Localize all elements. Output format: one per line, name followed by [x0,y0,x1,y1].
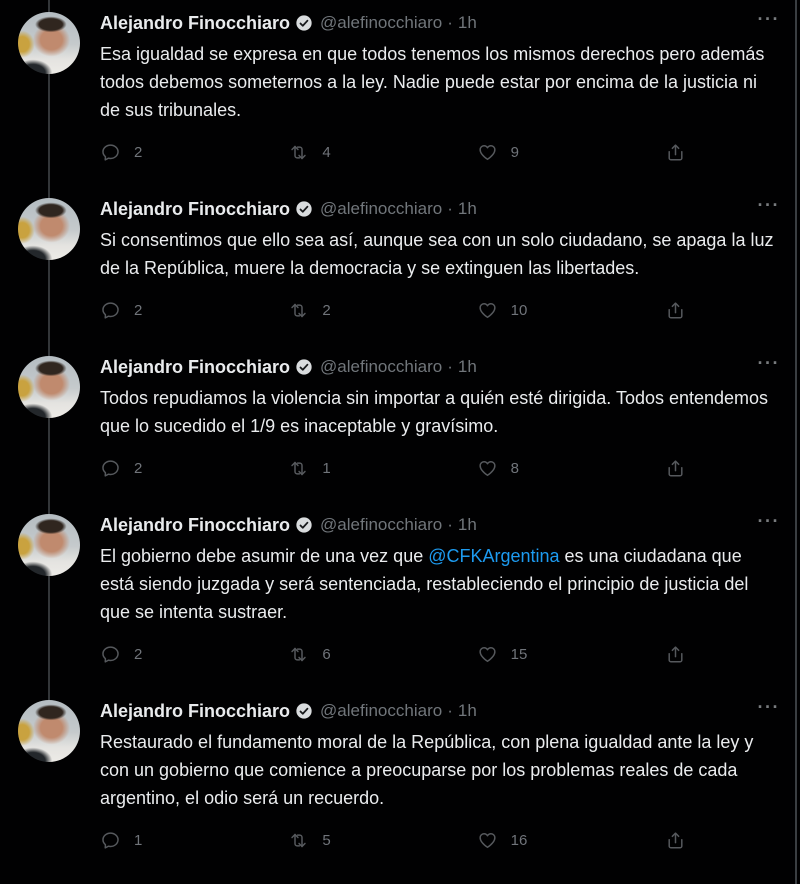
retweet-button[interactable] [288,142,476,163]
heart-icon [477,142,498,163]
verified-badge-icon [295,200,313,218]
tweet-text: Si consentimos que ello sea así, aunque sea con un solo ciudadano, se apaga la luz de la República, muere la democracia y se extinguen las libertades. [100,230,779,278]
like-count: 16 [510,831,528,849]
separator-dot: · [447,515,453,534]
tweet-text-segment: es una ciudadana que está siendo juzgada y será sentenciada, restableciendo el principio de justicia del que se intenta sustraer. [100,546,754,622]
display-name[interactable]: Alejandro Finocchiaro [100,514,291,535]
retweet-button[interactable] [288,458,476,479]
separator-dot: · [447,357,453,376]
tweet-text: Todos repudiamos la violencia sin importar a quién esté dirigida. Todos entendemos que lo sucedido el 1/9 es inaceptable y gravísimo. [100,388,774,436]
timestamp[interactable]: 1h [457,701,477,720]
user-handle[interactable]: @alefinocchiaro [320,13,443,32]
like-count: 15 [510,645,528,663]
tweet-header [100,354,780,380]
separator-dot: · [447,701,453,720]
retweet-count: 1 [322,459,331,477]
reply-count: 2 [134,143,143,161]
like-count: 10 [510,301,528,319]
more-button[interactable]: ··· [757,511,780,531]
reply-icon [100,458,121,479]
tweet[interactable] [0,502,800,688]
tweet[interactable] [0,0,800,186]
retweet-icon [288,458,309,479]
avatar[interactable] [18,514,80,576]
share-button[interactable] [665,644,686,665]
share-icon [665,644,686,665]
retweet-count: 5 [322,831,331,849]
tweet[interactable] [0,344,800,502]
reply-count: 2 [134,459,143,477]
tweet-actions [100,820,686,860]
retweet-button[interactable] [288,300,476,321]
tweet-header [100,196,780,222]
tweet-actions [100,634,686,674]
avatar[interactable] [18,12,80,74]
reply-count: 2 [134,301,143,319]
retweet-button[interactable] [288,644,476,665]
timestamp[interactable]: 1h [457,357,477,376]
mention-link[interactable]: @CFKArgentina [428,546,560,566]
user-handle[interactable]: @alefinocchiaro [320,515,443,534]
retweet-count: 6 [322,645,331,663]
verified-badge-icon [295,702,313,720]
heart-icon [477,458,498,479]
share-icon [665,830,686,851]
avatar[interactable] [18,700,80,762]
reply-button[interactable] [100,644,288,665]
display-name[interactable]: Alejandro Finocchiaro [100,12,291,33]
reply-count: 1 [134,831,143,849]
more-button[interactable]: ··· [757,697,780,717]
timestamp[interactable]: 1h [457,13,477,32]
reply-icon [100,142,121,163]
reply-icon [100,644,121,665]
tweet-header [100,698,780,724]
display-name[interactable]: Alejandro Finocchiaro [100,356,291,377]
share-icon [665,458,686,479]
separator-dot: · [447,199,453,218]
tweet-text [100,542,780,626]
like-button[interactable] [477,300,665,321]
user-handle[interactable]: @alefinocchiaro [320,357,443,376]
avatar[interactable] [18,198,80,260]
share-button[interactable] [665,300,686,321]
avatar[interactable] [18,356,80,418]
share-button[interactable] [665,830,686,851]
tweet-actions [100,290,686,330]
share-icon [665,300,686,321]
display-name[interactable]: Alejandro Finocchiaro [100,700,291,721]
like-count: 8 [510,459,519,477]
user-handle[interactable]: @alefinocchiaro [320,199,443,218]
verified-badge-icon [295,516,313,534]
tweet-header [100,10,780,36]
tweet-actions [100,448,686,488]
like-button[interactable] [477,644,665,665]
timestamp[interactable]: 1h [457,199,477,218]
reply-button[interactable] [100,300,288,321]
timestamp[interactable]: 1h [457,515,477,534]
retweet-button[interactable] [288,830,476,851]
retweet-icon [288,830,309,851]
retweet-icon [288,142,309,163]
tweet[interactable] [0,688,800,874]
verified-badge-icon [295,14,313,32]
reply-button[interactable] [100,142,288,163]
tweet[interactable] [0,186,800,344]
share-icon [665,142,686,163]
more-button[interactable]: ··· [757,9,780,29]
tweet-actions [100,132,686,172]
retweet-count: 2 [322,301,331,319]
tweet-text: Esa igualdad se expresa en que todos tenemos los mismos derechos pero además todos debemos someternos a la ley. Nadie puede estar por encima de la justicia ni de sus tribunales. [100,44,770,120]
user-handle[interactable]: @alefinocchiaro [320,701,443,720]
verified-badge-icon [295,358,313,376]
scrollbar[interactable] [795,0,797,884]
like-button[interactable] [477,830,665,851]
reply-button[interactable] [100,830,288,851]
share-button[interactable] [665,142,686,163]
retweet-count: 4 [322,143,331,161]
retweet-icon [288,644,309,665]
heart-icon [477,830,498,851]
heart-icon [477,644,498,665]
heart-icon [477,300,498,321]
separator-dot: · [447,13,453,32]
reply-icon [100,300,121,321]
reply-count: 2 [134,645,143,663]
tweet-header [100,512,780,538]
retweet-icon [288,300,309,321]
reply-button[interactable] [100,458,288,479]
more-button[interactable]: ··· [757,353,780,373]
like-button[interactable] [477,142,665,163]
share-button[interactable] [665,458,686,479]
more-button[interactable]: ··· [757,195,780,215]
like-count: 9 [510,143,519,161]
tweet-text: Restaurado el fundamento moral de la República, con plena igualdad ante la ley y con un gobierno que comience a preocuparse por los problemas reales de cada argentino, el odio será un recuerdo. [100,732,759,808]
reply-icon [100,830,121,851]
like-button[interactable] [477,458,665,479]
tweet-text-segment: El gobierno debe asumir de una vez que [100,546,429,566]
display-name[interactable]: Alejandro Finocchiaro [100,198,291,219]
